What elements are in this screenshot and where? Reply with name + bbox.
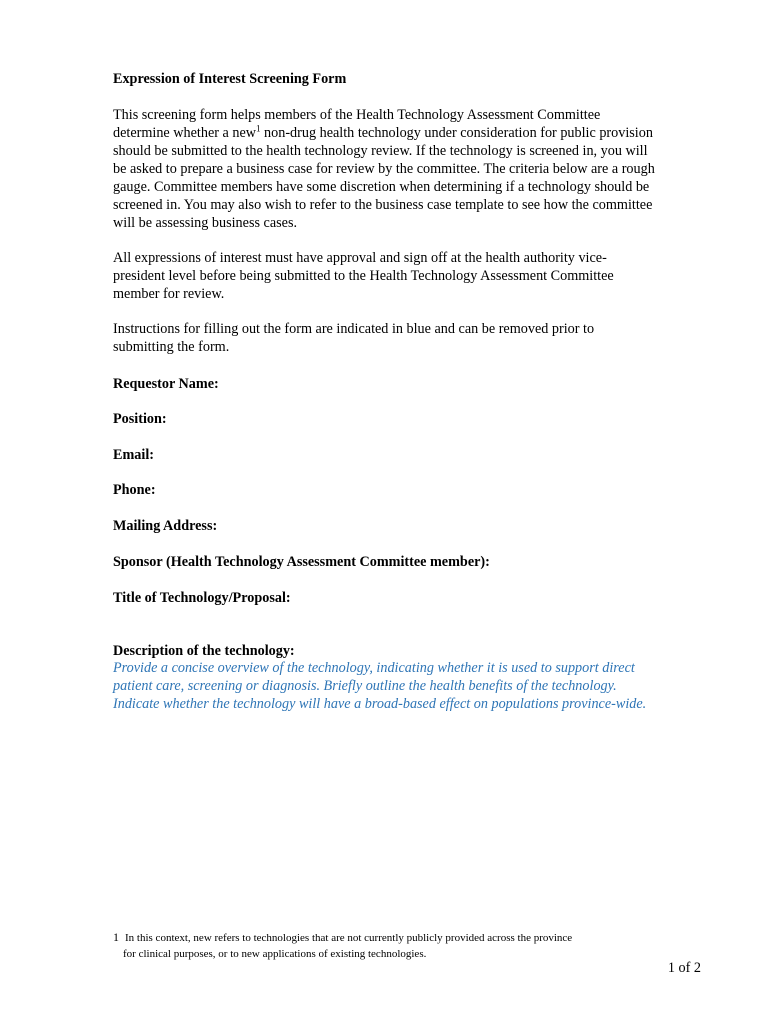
footnote-marker: 1 xyxy=(113,930,119,944)
sponsor-label: Sponsor (Health Technology Assessment Committee member): xyxy=(113,554,490,570)
position-label: Position: xyxy=(113,411,167,427)
footnote xyxy=(113,929,658,962)
mailing-address-label: Mailing Address: xyxy=(113,518,218,534)
description-label: Description of the technology: xyxy=(113,643,295,659)
email-label: Email: xyxy=(113,447,154,463)
footnote-reference: 1 xyxy=(256,123,261,134)
description-instructions: Provide a concise overview of the technology, indicating whether it is used to support direct patient care, screening or diagnosis. Briefly outline the health benefits of the technology. Indicate whether the technology will have a broad-based effect on populations province-wide. xyxy=(113,660,647,712)
page-number: 1 of 2 xyxy=(667,960,701,976)
footnote-line-2: for clinical purposes, or to new applications of existing technologies. xyxy=(123,948,427,960)
title-of-technology-label: Title of Technology/Proposal: xyxy=(113,590,291,606)
requestor-name-label: Requestor Name: xyxy=(113,376,219,392)
intro-paragraph xyxy=(113,106,658,232)
instructions-paragraph: Instructions for filling out the form are indicated in blue and can be removed prior to submitting the form. xyxy=(113,321,595,355)
footnote-line-1: In this context, new refers to technologies that are not currently publicly provided across the province xyxy=(125,932,573,944)
document-title: Expression of Interest Screening Form xyxy=(113,71,347,87)
approval-paragraph: All expressions of interest must have approval and sign off at the health authority vice-president level before being submitted to the Health Technology Assessment Committee member for review. xyxy=(113,250,614,302)
intro-text-start: This screening form helps members of the Health Technology Assessment Committee determine whether a new xyxy=(113,107,601,141)
intro-text-end: non-drug health technology under consideration for public provision should be submitted to the health technology review. If the technology is screened in, you will be asked to prepare a business case for review by the committee. The criteria below are a rough gauge. Committee members have some discretion when determining if a technology should be screened in. You may also wish to refer to the business case template to see how the committee will be assessing business cases. xyxy=(113,125,655,231)
phone-label: Phone: xyxy=(113,482,156,498)
